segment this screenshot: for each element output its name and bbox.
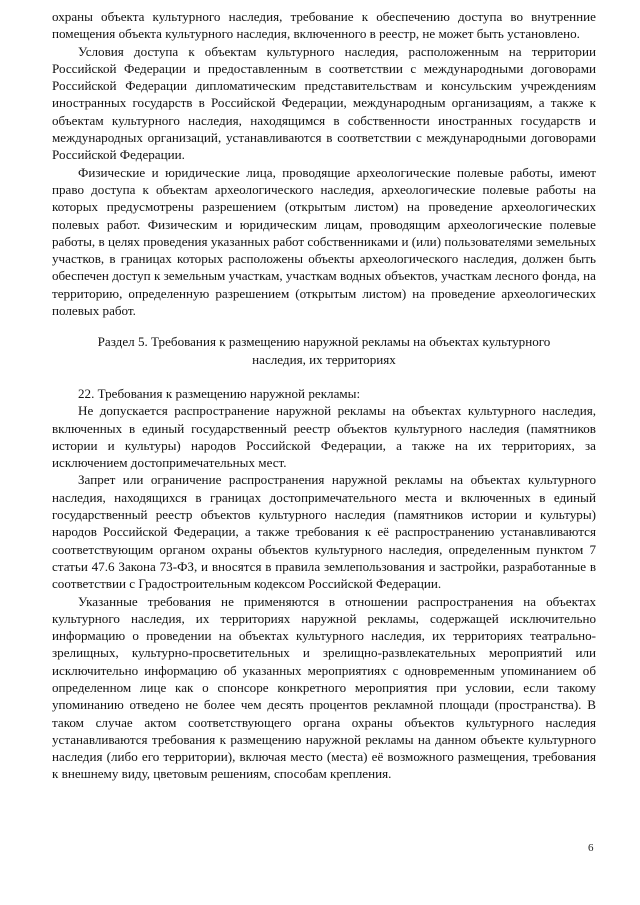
paragraph-archaeological-access: Физические и юридические лица, проводящие археологические полевые работы, имеют право доступа к объектам археологического наследия, археологические полевые работы на которых предусмотрены разрешением (открытым листом) на проведение археологических полевых работ. Физическим и юридическим лицам, проводящим археологические полевые работы, в целях проведения указанных работ собственниками и (или) пользователями земельных участков, в границах которых расположены объекты археологического наследия, должен быть обеспечен доступ к земельным участкам, участкам водных объектов, участкам лесного фонда, на территорию, определенную разрешением (открытым листом) на проведение археологических полевых работ. — [52, 164, 596, 319]
section-title: Раздел 5. Требования к размещению наружной рекламы на объектах культурного наследия, их территориях — [97, 334, 551, 367]
paragraph-advertising-prohibited: Не допускается распространение наружной рекламы на объектах культурного наследия, включенных в единый государственный реестр объектов культурного наследия (памятников истории и культуры) народов Российской Федерации, а также на их территориях, за исключением достопримечательных мест. — [52, 403, 596, 471]
paragraph-advertising-restriction: Запрет или ограничение распространения наружной рекламы на объектах культурного наследия, находящихся в границах достопримечательного места и включенных в единый государственный реестр объектов культурного наследия (памятников истории и культуры) народов Российской Федерации, а также требования к её распространению устанавливаются соответствующим органом охраны объектов культурного наследия, определенным пунктом 7 статьи 47.6 Закона 73-ФЗ, и вносятся в правила землепользования и застройки, разработанные в соответствии с Градостроительным кодексом Российской Федерации. — [52, 472, 596, 592]
document-page — [52, 8, 596, 783]
paragraph-continuation: охраны объекта культурного наследия, требование к обеспечению доступа во внутренние помещения объекта культурного наследия, включенного в реестр, не может быть установлено. — [52, 9, 596, 42]
paragraph-advertising-exceptions: Указанные требования не применяются в отношении распространения на объектах культурного наследия, их территориях наружной рекламы, содержащей исключительно информацию о проведении на объектах культурного наследия, их территориях театрально-зрелищных, культурно-просветительных и зрелищно-развлекательных мероприятий или исключительно информацию об указанных мероприятиях с одновременным упоминанием об определенном лице как о спонсоре конкретного мероприятия при условии, если такому упоминанию отведено не более чем десять процентов рекламной площади (пространства). В таком случае актом соответствующего органа охраны объектов культурного наследия устанавливаются требования к размещению наружной рекламы на данном объекте культурного наследия (либо его территории), включая место (места) её возможного размещения, требования к внешнему виду, цветовым решениям, способам крепления. — [52, 593, 596, 782]
page-number: 6 — [588, 842, 594, 854]
paragraph-item-22: 22. Требования к размещению наружной рекламы: — [78, 385, 361, 401]
section-gap — [52, 368, 596, 385]
paragraph-access-international: Условия доступа к объектам культурного наследия, расположенным на территории Российской Федерации и предоставленным в соответствии с международными договорами Российской Федерации дипломатическим представительствам и консульским учреждениям иностранных государств в Российской Федерации, международным организациям, а также к объектам культурного наследия, находящимся в собственности иностранных государств и международных организаций, устанавливаются в соответствии с международными договорами Российской Федерации. — [52, 43, 596, 163]
